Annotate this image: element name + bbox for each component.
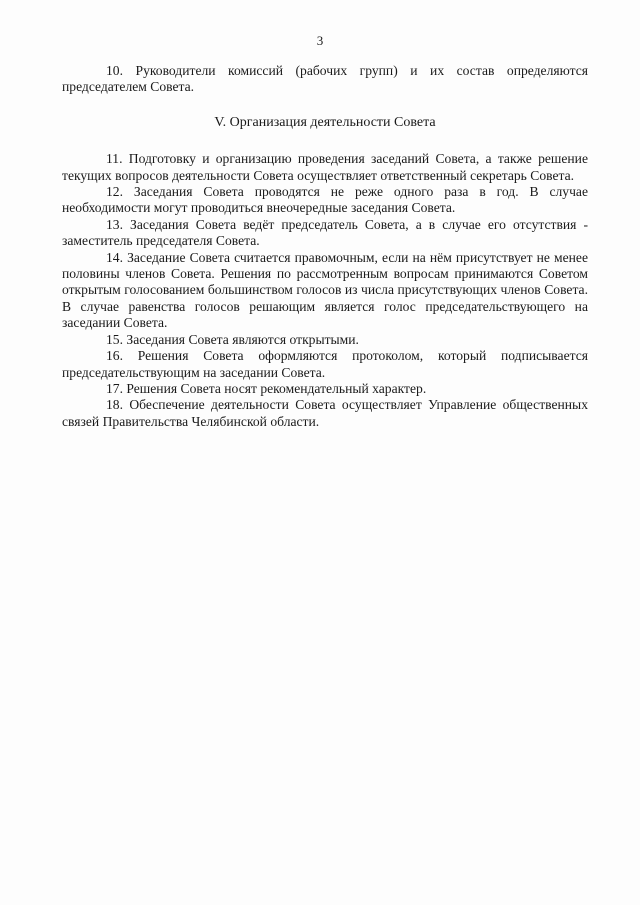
paragraph-13: 13. Заседания Совета ведёт председатель Совета, а в случае его отсутствия - заместитель председателя Совета. bbox=[62, 216, 588, 249]
paragraph-10: 10. Руководители комиссий (рабочих групп) и их состав определяются председателем Совета. bbox=[62, 63, 588, 95]
page-number: 3 bbox=[316, 33, 324, 48]
paragraph-18: 18. Обеспечение деятельности Совета осуществляет Управление общественных связей Правительства Челябинской области. bbox=[62, 397, 588, 429]
paragraph-16: 16. Решения Совета оформляются протоколом, который подписывается председательствующим на заседании Совета. bbox=[62, 348, 588, 380]
document-body bbox=[62, 63, 588, 430]
paragraph-14: 14. Заседание Совета считается правомочным, если на нём присутствует не менее половины членов Совета. Решения по рассмотренным вопросам принимаются Советом открытым голосованием большинством голосов из числа присутствующих членов Совета. В случае равенства голосов решающим является голос председательствующего на заседании Совета. bbox=[62, 249, 588, 331]
paragraph-17: 17. Решения Совета носят рекомендательный характер. bbox=[106, 380, 427, 396]
section-heading: V. Организация деятельности Совета bbox=[214, 114, 436, 130]
paragraph-15: 15. Заседания Совета являются открытыми. bbox=[106, 331, 359, 347]
paragraph-12: 12. Заседания Совета проводятся не реже одного раза в год. В случае необходимости могут проводиться внеочередные заседания Совета. bbox=[62, 184, 588, 216]
paragraph-11: 11. Подготовку и организацию проведения заседаний Совета, а также решение текущих вопросов деятельности Совета осуществляет ответственный секретарь Совета. bbox=[62, 151, 588, 183]
